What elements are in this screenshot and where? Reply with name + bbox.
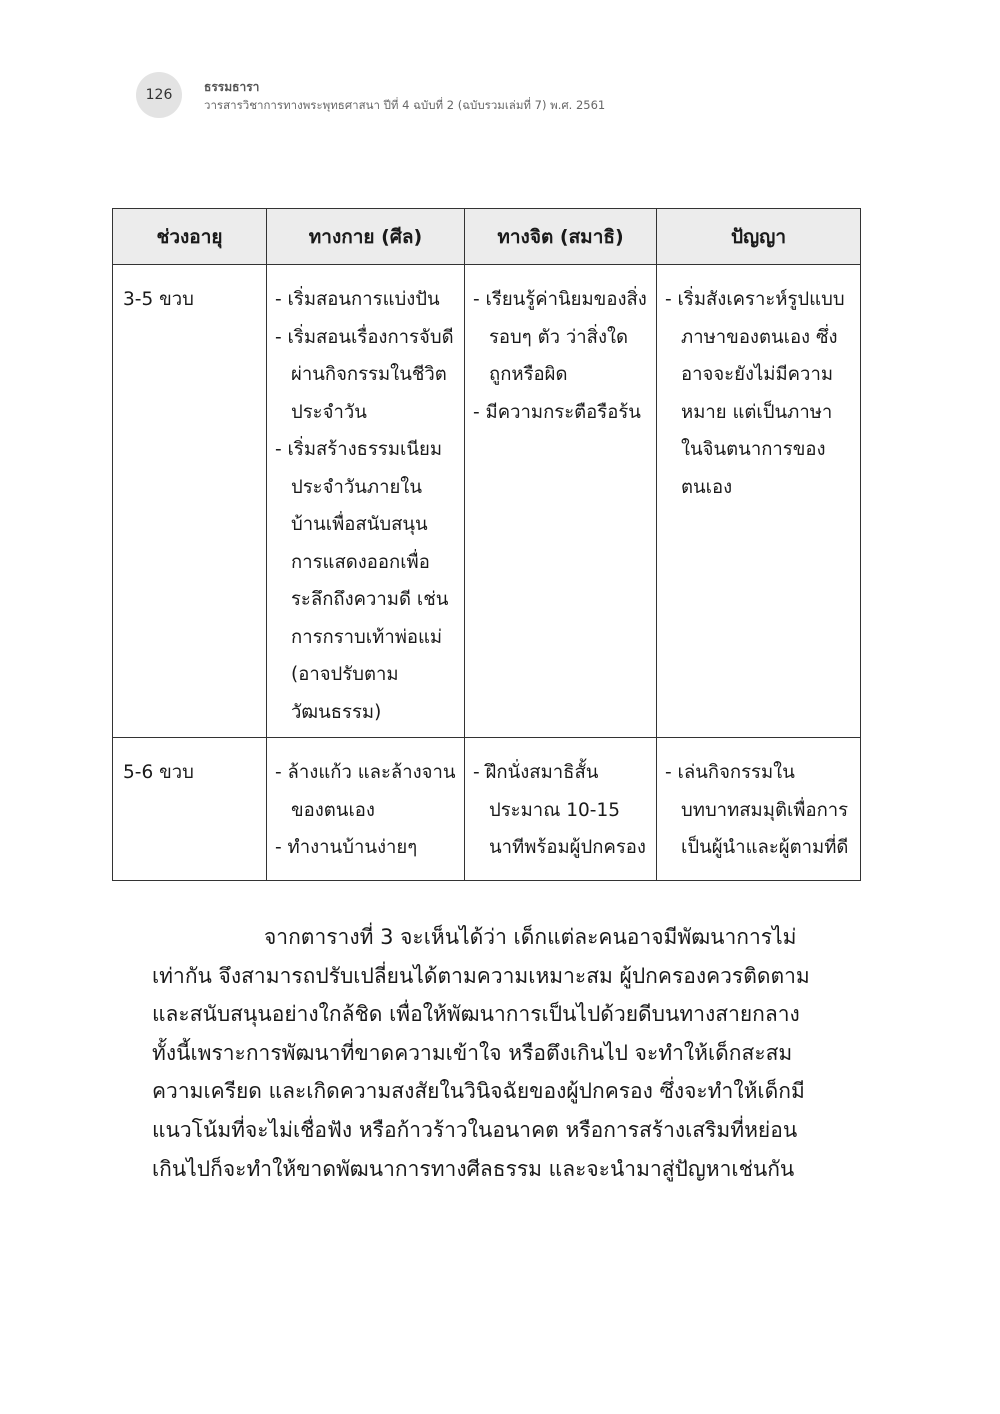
mind-cell [465, 738, 657, 881]
table-header-row [113, 209, 861, 265]
list-item: - เริ่มสอนการแบ่งปัน [275, 289, 440, 310]
list-item: - เริ่มสังเคราะห์รูปแบบภาษาของตนเอง ซึ่งอาจจะยังไม่มีความหมาย แต่เป็นภาษาในจินตนาการของตนเอง [665, 289, 845, 498]
header-mind: ทางจิต (สมาธิ) [465, 209, 657, 265]
page-number: 126 [145, 87, 173, 103]
journal-name: ธรรมธารา [204, 80, 260, 94]
list-item: - เริ่มสร้างธรรมเนียมประจำวันภายในบ้านเพื่อสนับสนุนการแสดงออกเพื่อระลึกถึงความดี เช่น การกราบเท้าพ่อแม่ (อาจปรับตามวัฒนธรรม) [275, 439, 449, 723]
list-item: - ล้างแก้ว และล้างจานของตนเอง [275, 762, 456, 821]
list-item: - เล่นกิจกรรมในบทบาทสมมุติเพื่อการเป็นผู้นำและผู้ตามที่ดี [665, 762, 849, 858]
list-item: - เรียนรู้ค่านิยมของสิ่งรอบๆ ตัว ว่าสิ่งใดถูกหรือผิด [473, 289, 647, 385]
header-body: ทางกาย (ศีล) [267, 209, 465, 265]
age-cell: 5-6 ขวบ [113, 738, 267, 881]
list-item: - ฝึกนั่งสมาธิสั้นประมาณ 10-15 นาทีพร้อมผู้ปกครอง [473, 762, 646, 858]
body-paragraph: จากตารางที่ 3 จะเห็นได้ว่า เด็กแต่ละคนอาจมีพัฒนาการไม่เท่ากัน จึงสามารถปรับเปลี่ยนได้ตามความเหมาะสม ผู้ปกครองควรติดตามและสนับสนุนอย่างใกล้ชิด เพื่อให้พัฒนาการเป็นไปด้วยดีบนทางสายกลาง ทั้งนี้เพราะการพัฒนาที่ขาดความเข้าใจ หรือตึงเกินไป จะทำให้เด็กสะสมความเครียด และเกิดความสงสัยในวินิจฉัยของผู้ปกครอง ซึ่งจะทำให้เด็กมีแนวโน้มที่จะไม่เชื่อฟัง หรือก้าวร้าวในอนาคต หรือการสร้างเสริมที่หย่อนเกินไปก็จะทำให้ขาดพัฒนาการทางศีลธรรม และจะนำมาสู่ปัญหาเช่นกัน [152, 925, 810, 1181]
body-paragraph-block [152, 918, 820, 1188]
list-item: - เริ่มสอนเรื่องการจับดีผ่านกิจกรรมในชีวิตประจำวัน [275, 326, 454, 423]
wisdom-cell [657, 738, 861, 881]
header-wisdom: ปัญญา [657, 209, 861, 265]
header-age: ช่วงอายุ [113, 209, 267, 265]
mind-cell [465, 265, 657, 738]
list-item: - ทำงานบ้านง่ายๆ [275, 837, 418, 858]
list-item: - มีความกระตือรือร้น [473, 401, 641, 423]
table-row [113, 265, 861, 738]
age-cell: 3-5 ขวบ [113, 265, 267, 738]
table-row [113, 738, 861, 881]
wisdom-cell [657, 265, 861, 738]
development-table [112, 208, 861, 881]
body-cell [267, 265, 465, 738]
journal-subtitle: วารสารวิชาการทางพระพุทธศาสนา ปีที่ 4 ฉบับที่ 2 (ฉบับรวมเล่มที่ 7) พ.ศ. 2561 [204, 98, 606, 112]
body-cell [267, 738, 465, 881]
page-number-badge [136, 72, 182, 118]
